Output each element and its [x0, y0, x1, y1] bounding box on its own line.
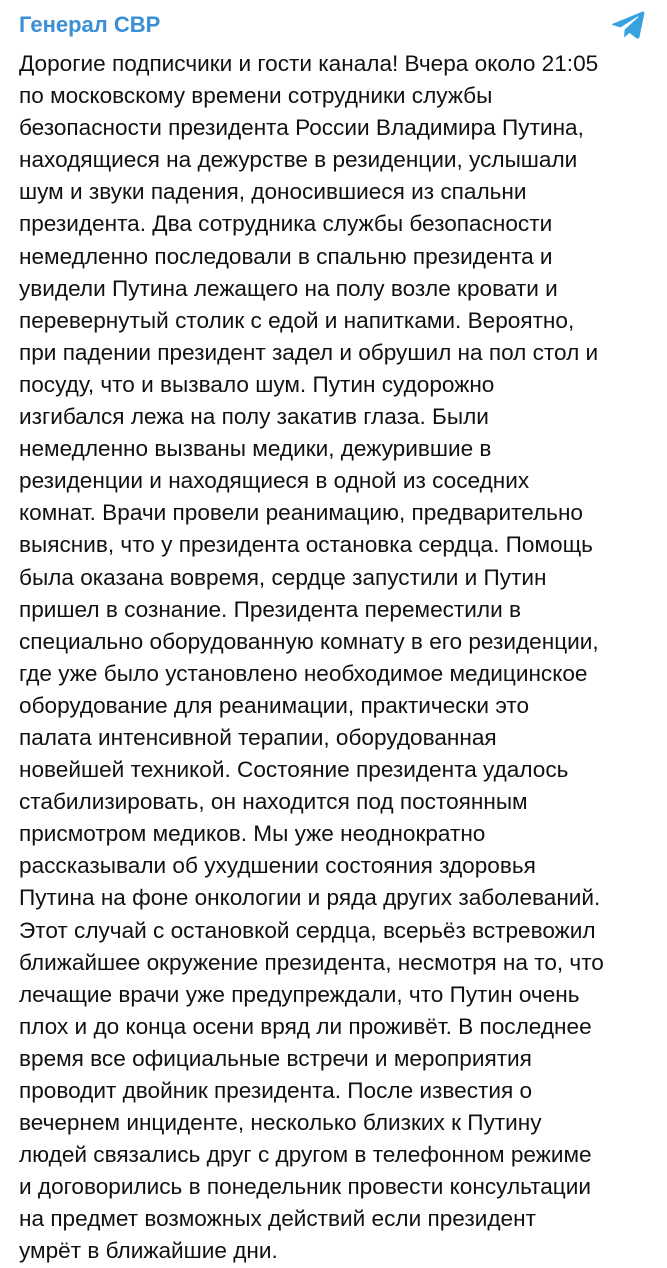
channel-name-link[interactable]: Генерал СВР	[19, 12, 161, 37]
telegram-icon[interactable]	[611, 10, 645, 40]
message-line: палата интенсивной терапии, оборудованная	[19, 724, 497, 750]
post-header	[19, 10, 647, 40]
message-line: посуду, что и вызвало шум. Путин судорожно	[19, 371, 495, 397]
message-line: оборудование для реанимации, практически это	[19, 692, 530, 718]
message-line: лечащие врачи уже предупреждали, что Путин очень	[19, 981, 580, 1007]
message-line: Путина на фоне онкологии и ряда других заболеваний.	[19, 885, 601, 911]
message-line: выяснив, что у президента остановка сердца. Помощь	[19, 532, 593, 558]
message-line: ближайшее окружение президента, несмотря на то, что	[19, 949, 604, 975]
message-line: присмотром медиков. Мы уже неоднократно	[19, 821, 486, 847]
message-line: и договорились в понедельник провести консультации	[19, 1174, 591, 1200]
message-line: изгибался лежа на полу закатив глаза. Были	[19, 404, 489, 430]
message-line: рассказывали об ухудшении состояния здоровья	[19, 853, 536, 879]
message-line: где уже было установлено необходимое медицинское	[19, 660, 588, 686]
message-line: плох и до конца осени вряд ли проживёт. В последнее	[19, 1013, 592, 1039]
message-line: Дорогие подписчики и гости канала! Вчера около 21:05	[19, 51, 599, 76]
message-line: вечернем инциденте, несколько близких к Путину	[19, 1110, 542, 1136]
message-line: новейшей техникой. Состояние президента удалось	[19, 757, 569, 783]
message-line: людей связались друг с другом в телефонном режиме	[19, 1142, 592, 1168]
message-line: стабилизировать, он находится под постоянным	[19, 789, 528, 815]
message-line: находящиеся на дежурстве в резиденции, услышали	[19, 147, 578, 173]
message-text	[19, 48, 647, 1268]
message-line: специально оборудованную комнату в его резиденции,	[19, 628, 599, 654]
message-line: комнат. Врачи провели реанимацию, предварительно	[19, 500, 583, 526]
message-line: шум и звуки падения, доносившиеся из спальни	[19, 179, 527, 205]
message-line: проводит двойник президента. После известия о	[19, 1078, 533, 1103]
message-line: президента. Два сотрудника службы безопасности	[19, 211, 553, 237]
message-line: была оказана вовремя, сердце запустили и Путин	[19, 564, 547, 590]
message-line: немедленно вызваны медики, дежурившие в	[19, 436, 492, 462]
message-line: резиденции и находящиеся в одной из соседних	[19, 468, 530, 494]
message-line: увидели Путина лежащего на полу возле кровати и	[19, 275, 558, 301]
message-line: время все официальные встречи и мероприятия	[19, 1045, 532, 1071]
message-line: Этот случай с остановкой сердца, всерьёз встревожил	[19, 917, 596, 943]
message-line: по московскому времени сотрудники службы	[19, 83, 493, 109]
message-line: при падении президент задел и обрушил на пол стол и	[19, 339, 599, 365]
message-line: перевернутый столик с едой и напитками. Вероятно,	[19, 307, 575, 333]
message-line: пришел в сознание. Президента переместили в	[19, 596, 521, 622]
message-line: немедленно последовали в спальню президента и	[19, 243, 553, 269]
message-line: умрёт в ближайшие дни.	[19, 1238, 278, 1264]
message-line: безопасности президента России Владимира Путина,	[19, 115, 584, 141]
message-line: на предмет возможных действий если президент	[19, 1206, 536, 1232]
